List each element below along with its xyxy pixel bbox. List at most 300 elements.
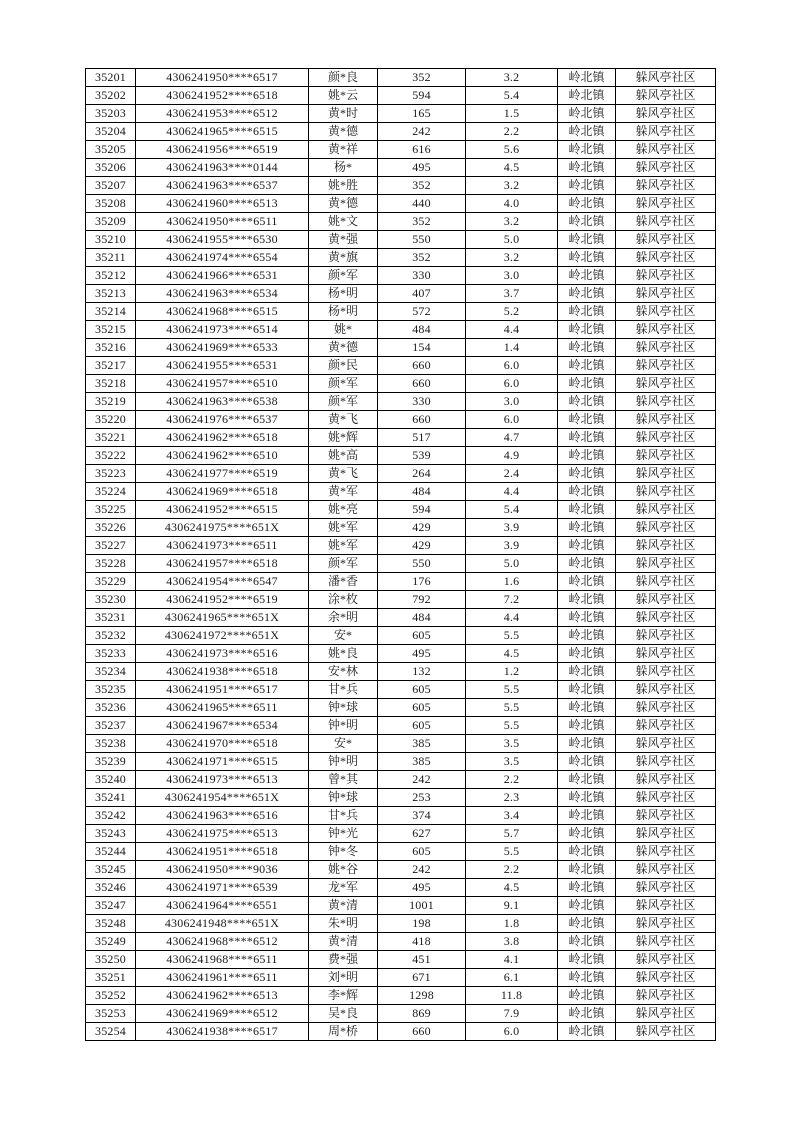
- cell-name: 甘*兵: [309, 807, 378, 825]
- cell-rate: 5.4: [466, 87, 558, 105]
- cell-serial-number: 35246: [86, 879, 136, 897]
- cell-community: 躲风亭社区: [616, 861, 716, 879]
- cell-rate: 5.5: [466, 681, 558, 699]
- cell-amount: 165: [378, 105, 466, 123]
- cell-community: 躲风亭社区: [616, 735, 716, 753]
- cell-town: 岭北镇: [558, 69, 616, 87]
- cell-town: 岭北镇: [558, 951, 616, 969]
- cell-id-number: 4306241966****6531: [136, 267, 309, 285]
- table-row: [86, 753, 716, 771]
- cell-amount: 484: [378, 321, 466, 339]
- table-row: [86, 663, 716, 681]
- cell-amount: 627: [378, 825, 466, 843]
- cell-serial-number: 35244: [86, 843, 136, 861]
- cell-rate: 2.4: [466, 465, 558, 483]
- table-row: [86, 357, 716, 375]
- cell-rate: 11.8: [466, 987, 558, 1005]
- cell-amount: 660: [378, 411, 466, 429]
- cell-serial-number: 35227: [86, 537, 136, 555]
- table-row: [86, 609, 716, 627]
- cell-rate: 7.9: [466, 1005, 558, 1023]
- table-row: [86, 555, 716, 573]
- cell-rate: 5.6: [466, 141, 558, 159]
- cell-name: 钟*球: [309, 699, 378, 717]
- cell-town: 岭北镇: [558, 825, 616, 843]
- cell-serial-number: 35208: [86, 195, 136, 213]
- cell-rate: 3.2: [466, 249, 558, 267]
- cell-rate: 7.2: [466, 591, 558, 609]
- cell-town: 岭北镇: [558, 411, 616, 429]
- cell-town: 岭北镇: [558, 87, 616, 105]
- cell-id-number: 4306241963****6516: [136, 807, 309, 825]
- cell-town: 岭北镇: [558, 105, 616, 123]
- cell-community: 躲风亭社区: [616, 519, 716, 537]
- cell-rate: 3.0: [466, 393, 558, 411]
- cell-community: 躲风亭社区: [616, 105, 716, 123]
- table-row: [86, 825, 716, 843]
- cell-amount: 550: [378, 555, 466, 573]
- cell-name: 钟*冬: [309, 843, 378, 861]
- cell-community: 躲风亭社区: [616, 537, 716, 555]
- cell-amount: 550: [378, 231, 466, 249]
- cell-id-number: 4306241952****6518: [136, 87, 309, 105]
- cell-amount: 253: [378, 789, 466, 807]
- cell-amount: 451: [378, 951, 466, 969]
- cell-amount: 330: [378, 393, 466, 411]
- cell-rate: 6.0: [466, 375, 558, 393]
- cell-name: 黄*飞: [309, 465, 378, 483]
- table-row: [86, 861, 716, 879]
- cell-town: 岭北镇: [558, 285, 616, 303]
- cell-community: 躲风亭社区: [616, 393, 716, 411]
- cell-rate: 5.2: [466, 303, 558, 321]
- cell-name: 安*: [309, 627, 378, 645]
- cell-id-number: 4306241974****6554: [136, 249, 309, 267]
- cell-town: 岭北镇: [558, 771, 616, 789]
- cell-name: 颜*军: [309, 267, 378, 285]
- cell-town: 岭北镇: [558, 1005, 616, 1023]
- cell-id-number: 4306241963****6537: [136, 177, 309, 195]
- cell-id-number: 4306241953****6512: [136, 105, 309, 123]
- cell-serial-number: 35250: [86, 951, 136, 969]
- cell-serial-number: 35232: [86, 627, 136, 645]
- table-row: [86, 537, 716, 555]
- cell-amount: 605: [378, 627, 466, 645]
- cell-community: 躲风亭社区: [616, 267, 716, 285]
- cell-id-number: 4306241969****6512: [136, 1005, 309, 1023]
- cell-community: 躲风亭社区: [616, 465, 716, 483]
- cell-community: 躲风亭社区: [616, 807, 716, 825]
- table-row: [86, 447, 716, 465]
- table-row: [86, 375, 716, 393]
- cell-amount: 869: [378, 1005, 466, 1023]
- cell-serial-number: 35201: [86, 69, 136, 87]
- cell-amount: 594: [378, 87, 466, 105]
- cell-amount: 242: [378, 861, 466, 879]
- cell-community: 躲风亭社区: [616, 933, 716, 951]
- cell-community: 躲风亭社区: [616, 627, 716, 645]
- table-row: [86, 843, 716, 861]
- cell-community: 躲风亭社区: [616, 357, 716, 375]
- cell-serial-number: 35212: [86, 267, 136, 285]
- cell-name: 涂*枚: [309, 591, 378, 609]
- cell-amount: 572: [378, 303, 466, 321]
- cell-town: 岭北镇: [558, 321, 616, 339]
- cell-name: 姚*文: [309, 213, 378, 231]
- table-row: [86, 951, 716, 969]
- cell-amount: 1001: [378, 897, 466, 915]
- table-row: [86, 321, 716, 339]
- cell-rate: 2.2: [466, 123, 558, 141]
- cell-id-number: 4306241950****6517: [136, 69, 309, 87]
- cell-town: 岭北镇: [558, 177, 616, 195]
- cell-amount: 407: [378, 285, 466, 303]
- cell-community: 躲风亭社区: [616, 843, 716, 861]
- cell-id-number: 4306241973****6516: [136, 645, 309, 663]
- cell-id-number: 4306241952****6519: [136, 591, 309, 609]
- table-row: [86, 1005, 716, 1023]
- cell-name: 曾*其: [309, 771, 378, 789]
- cell-name: 杨*明: [309, 303, 378, 321]
- cell-amount: 374: [378, 807, 466, 825]
- cell-id-number: 4306241968****6512: [136, 933, 309, 951]
- cell-serial-number: 35219: [86, 393, 136, 411]
- cell-rate: 4.7: [466, 429, 558, 447]
- cell-amount: 605: [378, 681, 466, 699]
- cell-town: 岭北镇: [558, 897, 616, 915]
- cell-name: 黄*清: [309, 897, 378, 915]
- cell-serial-number: 35241: [86, 789, 136, 807]
- cell-serial-number: 35245: [86, 861, 136, 879]
- cell-id-number: 4306241968****6515: [136, 303, 309, 321]
- table-row: [86, 645, 716, 663]
- cell-name: 姚*军: [309, 537, 378, 555]
- cell-serial-number: 35254: [86, 1023, 136, 1041]
- cell-amount: 484: [378, 609, 466, 627]
- cell-amount: 154: [378, 339, 466, 357]
- cell-town: 岭北镇: [558, 843, 616, 861]
- cell-serial-number: 35231: [86, 609, 136, 627]
- cell-name: 姚*胜: [309, 177, 378, 195]
- cell-name: 颜*民: [309, 357, 378, 375]
- cell-rate: 2.2: [466, 861, 558, 879]
- cell-rate: 3.2: [466, 69, 558, 87]
- table-row: [86, 897, 716, 915]
- cell-serial-number: 35205: [86, 141, 136, 159]
- cell-community: 躲风亭社区: [616, 123, 716, 141]
- cell-serial-number: 35223: [86, 465, 136, 483]
- cell-id-number: 4306241967****6534: [136, 717, 309, 735]
- cell-serial-number: 35230: [86, 591, 136, 609]
- cell-rate: 3.5: [466, 753, 558, 771]
- cell-town: 岭北镇: [558, 807, 616, 825]
- cell-name: 姚*良: [309, 645, 378, 663]
- cell-town: 岭北镇: [558, 987, 616, 1005]
- cell-serial-number: 35206: [86, 159, 136, 177]
- cell-rate: 4.4: [466, 483, 558, 501]
- cell-amount: 429: [378, 519, 466, 537]
- cell-id-number: 4306241952****6515: [136, 501, 309, 519]
- cell-id-number: 4306241969****6533: [136, 339, 309, 357]
- cell-rate: 4.1: [466, 951, 558, 969]
- cell-amount: 352: [378, 177, 466, 195]
- cell-id-number: 4306241951****6517: [136, 681, 309, 699]
- cell-serial-number: 35225: [86, 501, 136, 519]
- table-row: [86, 699, 716, 717]
- cell-name: 黄*清: [309, 933, 378, 951]
- cell-serial-number: 35217: [86, 357, 136, 375]
- cell-community: 躲风亭社区: [616, 681, 716, 699]
- cell-rate: 6.0: [466, 411, 558, 429]
- cell-amount: 198: [378, 915, 466, 933]
- cell-amount: 440: [378, 195, 466, 213]
- cell-rate: 5.7: [466, 825, 558, 843]
- cell-amount: 484: [378, 483, 466, 501]
- cell-amount: 660: [378, 1023, 466, 1041]
- cell-id-number: 4306241971****6515: [136, 753, 309, 771]
- cell-amount: 1298: [378, 987, 466, 1005]
- cell-amount: 352: [378, 249, 466, 267]
- cell-id-number: 4306241956****6519: [136, 141, 309, 159]
- cell-community: 躲风亭社区: [616, 663, 716, 681]
- cell-community: 躲风亭社区: [616, 69, 716, 87]
- cell-serial-number: 35249: [86, 933, 136, 951]
- cell-id-number: 4306241950****6511: [136, 213, 309, 231]
- cell-rate: 3.7: [466, 285, 558, 303]
- cell-town: 岭北镇: [558, 195, 616, 213]
- cell-town: 岭北镇: [558, 483, 616, 501]
- cell-community: 躲风亭社区: [616, 321, 716, 339]
- cell-community: 躲风亭社区: [616, 87, 716, 105]
- cell-community: 躲风亭社区: [616, 825, 716, 843]
- cell-town: 岭北镇: [558, 537, 616, 555]
- cell-rate: 5.0: [466, 231, 558, 249]
- table-row: [86, 393, 716, 411]
- cell-town: 岭北镇: [558, 753, 616, 771]
- cell-rate: 5.0: [466, 555, 558, 573]
- cell-serial-number: 35233: [86, 645, 136, 663]
- cell-amount: 517: [378, 429, 466, 447]
- cell-amount: 352: [378, 213, 466, 231]
- cell-id-number: 4306241963****0144: [136, 159, 309, 177]
- cell-serial-number: 35252: [86, 987, 136, 1005]
- cell-amount: 660: [378, 375, 466, 393]
- cell-rate: 1.5: [466, 105, 558, 123]
- table-row: [86, 879, 716, 897]
- cell-rate: 4.5: [466, 879, 558, 897]
- cell-town: 岭北镇: [558, 789, 616, 807]
- cell-serial-number: 35251: [86, 969, 136, 987]
- cell-town: 岭北镇: [558, 699, 616, 717]
- cell-community: 躲风亭社区: [616, 141, 716, 159]
- cell-community: 躲风亭社区: [616, 249, 716, 267]
- cell-serial-number: 35228: [86, 555, 136, 573]
- table-row: [86, 1023, 716, 1041]
- cell-rate: 3.4: [466, 807, 558, 825]
- cell-name: 潘*香: [309, 573, 378, 591]
- cell-name: 黄*强: [309, 231, 378, 249]
- cell-name: 姚*辉: [309, 429, 378, 447]
- cell-name: 黄*祥: [309, 141, 378, 159]
- cell-serial-number: 35203: [86, 105, 136, 123]
- cell-id-number: 4306241950****9036: [136, 861, 309, 879]
- table-row: [86, 411, 716, 429]
- cell-amount: 605: [378, 699, 466, 717]
- cell-serial-number: 35216: [86, 339, 136, 357]
- cell-rate: 1.4: [466, 339, 558, 357]
- cell-serial-number: 35235: [86, 681, 136, 699]
- table-row: [86, 285, 716, 303]
- table-row: [86, 177, 716, 195]
- cell-town: 岭北镇: [558, 555, 616, 573]
- cell-town: 岭北镇: [558, 141, 616, 159]
- table-row: [86, 231, 716, 249]
- cell-id-number: 4306241954****6547: [136, 573, 309, 591]
- table-row: [86, 807, 716, 825]
- table-row: [86, 141, 716, 159]
- cell-town: 岭北镇: [558, 717, 616, 735]
- cell-serial-number: 35222: [86, 447, 136, 465]
- cell-rate: 1.6: [466, 573, 558, 591]
- cell-rate: 5.5: [466, 627, 558, 645]
- cell-id-number: 4306241960****6513: [136, 195, 309, 213]
- table-row: [86, 681, 716, 699]
- cell-amount: 605: [378, 843, 466, 861]
- cell-town: 岭北镇: [558, 627, 616, 645]
- cell-amount: 418: [378, 933, 466, 951]
- cell-name: 杨*明: [309, 285, 378, 303]
- cell-name: 安*: [309, 735, 378, 753]
- cell-rate: 3.5: [466, 735, 558, 753]
- cell-town: 岭北镇: [558, 591, 616, 609]
- cell-town: 岭北镇: [558, 231, 616, 249]
- cell-name: 黄*德: [309, 339, 378, 357]
- cell-name: 费*强: [309, 951, 378, 969]
- cell-serial-number: 35239: [86, 753, 136, 771]
- cell-amount: 330: [378, 267, 466, 285]
- cell-name: 黄*时: [309, 105, 378, 123]
- cell-serial-number: 35211: [86, 249, 136, 267]
- cell-rate: 4.5: [466, 159, 558, 177]
- cell-community: 躲风亭社区: [616, 429, 716, 447]
- cell-town: 岭北镇: [558, 465, 616, 483]
- cell-amount: 242: [378, 771, 466, 789]
- cell-serial-number: 35218: [86, 375, 136, 393]
- cell-community: 躲风亭社区: [616, 573, 716, 591]
- cell-town: 岭北镇: [558, 339, 616, 357]
- cell-id-number: 4306241973****6513: [136, 771, 309, 789]
- table-row: [86, 573, 716, 591]
- cell-town: 岭北镇: [558, 573, 616, 591]
- cell-rate: 1.2: [466, 663, 558, 681]
- cell-amount: 660: [378, 357, 466, 375]
- cell-rate: 4.9: [466, 447, 558, 465]
- cell-town: 岭北镇: [558, 915, 616, 933]
- cell-serial-number: 35240: [86, 771, 136, 789]
- cell-amount: 429: [378, 537, 466, 555]
- table-row: [86, 789, 716, 807]
- cell-town: 岭北镇: [558, 933, 616, 951]
- cell-community: 躲风亭社区: [616, 483, 716, 501]
- cell-rate: 1.8: [466, 915, 558, 933]
- cell-id-number: 4306241969****6518: [136, 483, 309, 501]
- cell-id-number: 4306241957****6510: [136, 375, 309, 393]
- cell-name: 姚*高: [309, 447, 378, 465]
- cell-community: 躲风亭社区: [616, 447, 716, 465]
- cell-town: 岭北镇: [558, 357, 616, 375]
- cell-serial-number: 35224: [86, 483, 136, 501]
- cell-id-number: 4306241948****651X: [136, 915, 309, 933]
- cell-name: 姚*军: [309, 519, 378, 537]
- cell-name: 安*林: [309, 663, 378, 681]
- cell-rate: 2.2: [466, 771, 558, 789]
- cell-serial-number: 35213: [86, 285, 136, 303]
- cell-community: 躲风亭社区: [616, 1005, 716, 1023]
- table-row: [86, 591, 716, 609]
- cell-amount: 385: [378, 735, 466, 753]
- cell-amount: 385: [378, 753, 466, 771]
- table-row: [86, 303, 716, 321]
- cell-community: 躲风亭社区: [616, 231, 716, 249]
- table-row: [86, 123, 716, 141]
- cell-town: 岭北镇: [558, 303, 616, 321]
- cell-serial-number: 35209: [86, 213, 136, 231]
- cell-serial-number: 35247: [86, 897, 136, 915]
- table-row: [86, 465, 716, 483]
- cell-community: 躲风亭社区: [616, 915, 716, 933]
- cell-community: 躲风亭社区: [616, 591, 716, 609]
- cell-serial-number: 35237: [86, 717, 136, 735]
- cell-town: 岭北镇: [558, 645, 616, 663]
- cell-name: 李*辉: [309, 987, 378, 1005]
- cell-town: 岭北镇: [558, 123, 616, 141]
- cell-rate: 4.0: [466, 195, 558, 213]
- cell-name: 杨*: [309, 159, 378, 177]
- cell-community: 躲风亭社区: [616, 177, 716, 195]
- cell-community: 躲风亭社区: [616, 195, 716, 213]
- cell-rate: 6.0: [466, 357, 558, 375]
- table-row: [86, 195, 716, 213]
- cell-community: 躲风亭社区: [616, 753, 716, 771]
- cell-town: 岭北镇: [558, 1023, 616, 1041]
- cell-serial-number: 35236: [86, 699, 136, 717]
- cell-id-number: 4306241964****6551: [136, 897, 309, 915]
- cell-id-number: 4306241970****6518: [136, 735, 309, 753]
- table-row: [86, 969, 716, 987]
- cell-name: 黄*旗: [309, 249, 378, 267]
- cell-town: 岭北镇: [558, 267, 616, 285]
- cell-id-number: 4306241951****6518: [136, 843, 309, 861]
- cell-town: 岭北镇: [558, 663, 616, 681]
- cell-community: 躲风亭社区: [616, 987, 716, 1005]
- cell-id-number: 4306241965****6511: [136, 699, 309, 717]
- table-row: [86, 159, 716, 177]
- cell-town: 岭北镇: [558, 249, 616, 267]
- cell-amount: 264: [378, 465, 466, 483]
- cell-serial-number: 35221: [86, 429, 136, 447]
- cell-rate: 2.3: [466, 789, 558, 807]
- cell-town: 岭北镇: [558, 681, 616, 699]
- cell-name: 姚*亮: [309, 501, 378, 519]
- cell-town: 岭北镇: [558, 501, 616, 519]
- cell-town: 岭北镇: [558, 879, 616, 897]
- cell-name: 钟*明: [309, 717, 378, 735]
- cell-name: 黄*军: [309, 483, 378, 501]
- cell-amount: 605: [378, 717, 466, 735]
- cell-town: 岭北镇: [558, 159, 616, 177]
- cell-town: 岭北镇: [558, 969, 616, 987]
- cell-name: 姚*: [309, 321, 378, 339]
